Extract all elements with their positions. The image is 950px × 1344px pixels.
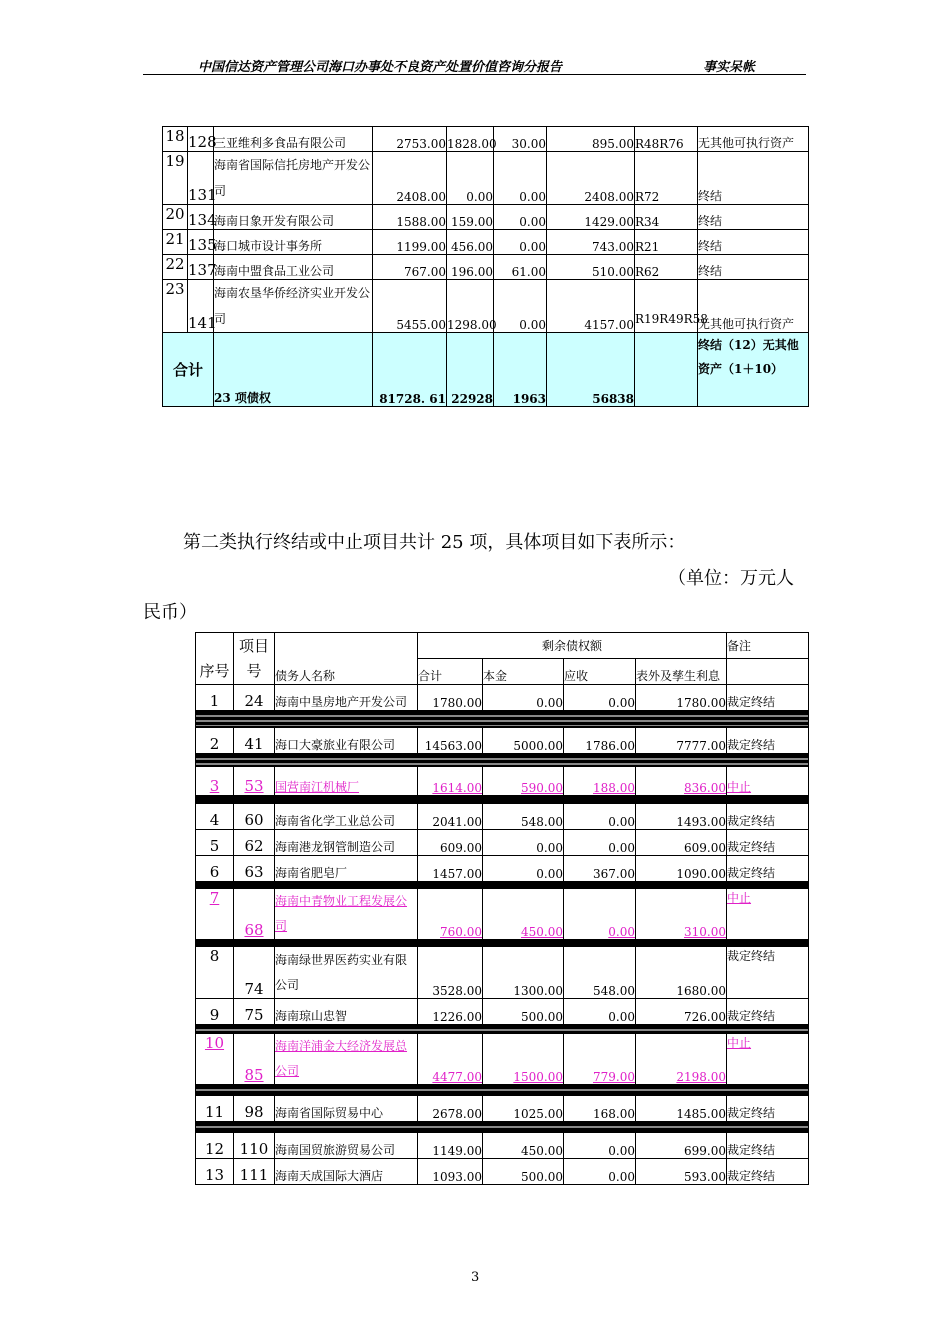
project-cell: 131 (188, 152, 214, 205)
total-reference-cell (635, 333, 698, 407)
interest-cell: 593.00 (636, 1158, 727, 1184)
principal-cell: 1025.00 (483, 1095, 564, 1122)
remark-cell: 终结 (698, 230, 809, 255)
total-cell: 5455.00 (373, 280, 447, 333)
separator-row (196, 796, 809, 803)
table-row (196, 1095, 809, 1122)
remark-cell: 裁定终结 (727, 685, 809, 712)
project-cell: 141 (188, 280, 214, 333)
header-remark-blank (727, 659, 809, 685)
table-row (163, 255, 809, 280)
total-cell: 767.00 (373, 255, 447, 280)
seq-cell: 13 (196, 1158, 234, 1184)
seq-cell: 12 (196, 1132, 234, 1159)
seq-cell: 6 (196, 856, 234, 883)
interest-cell: 699.00 (636, 1132, 727, 1159)
reference-cell: R72 (635, 152, 698, 205)
debt-table-2 (195, 632, 809, 1185)
header-interest: 表外及孳生利息 (636, 659, 727, 685)
interest-cell: 743.00 (547, 230, 635, 255)
receivable-cell: 0.00 (494, 280, 547, 333)
table-row (196, 1158, 809, 1184)
separator-row (196, 1122, 809, 1132)
seq-cell: 19 (163, 152, 188, 205)
project-cell: 24 (234, 685, 275, 712)
interest-cell: 1090.00 (636, 856, 727, 883)
header-total: 合计 (418, 659, 483, 685)
receivable-cell: 548.00 (564, 946, 636, 998)
reference-cell: R62 (635, 255, 698, 280)
remark-cell: 无其他可执行资产 (698, 280, 809, 333)
project-cell: 68 (234, 888, 275, 940)
debtor-name-cell: 海口大豪旅业有限公司 (275, 727, 418, 754)
debtor-name-cell: 海南日象开发有限公司 (214, 205, 373, 230)
seq-cell: 1 (196, 685, 234, 712)
separator-row (196, 754, 809, 766)
table-row (196, 727, 809, 754)
receivable-cell: 0.00 (564, 888, 636, 940)
table-row (163, 280, 809, 333)
separator-row (196, 1085, 809, 1095)
principal-cell: 590.00 (483, 766, 564, 796)
reference-cell: R48R76 (635, 127, 698, 152)
table-row (196, 685, 809, 712)
seq-cell: 7 (196, 888, 234, 940)
interest-cell: 1493.00 (636, 803, 727, 830)
seq-cell: 20 (163, 205, 188, 230)
debtor-name-cell: 海南中青物业工程发展公司 (275, 888, 418, 940)
interest-cell: 1680.00 (636, 946, 727, 998)
interest-cell: 1429.00 (547, 205, 635, 230)
debtor-name-cell: 海南中垦房地产开发公司 (275, 685, 418, 712)
remark-cell: 裁定终结 (727, 998, 809, 1025)
receivable-cell: 779.00 (564, 1033, 636, 1085)
header-debtor: 债务人名称 (275, 633, 418, 685)
project-cell: 53 (234, 766, 275, 796)
seq-cell: 21 (163, 230, 188, 255)
total-cell: 2678.00 (418, 1095, 483, 1122)
total-cell: 1780.00 (418, 685, 483, 712)
table-row (196, 830, 809, 856)
table-row (196, 998, 809, 1025)
interest-cell: 895.00 (547, 127, 635, 152)
seq-cell: 23 (163, 280, 188, 333)
reference-cell: R34 (635, 205, 698, 230)
interest-cell: 510.00 (547, 255, 635, 280)
project-cell: 74 (234, 946, 275, 998)
seq-cell: 10 (196, 1033, 234, 1085)
unit-note: （单位：万元人 (668, 568, 794, 589)
principal-cell: 500.00 (483, 1158, 564, 1184)
project-cell: 134 (188, 205, 214, 230)
remark-cell: 裁定终结 (727, 1095, 809, 1122)
separator-row (196, 711, 809, 727)
principal-cell: 0.00 (447, 152, 494, 205)
total-cell: 2041.00 (418, 803, 483, 830)
principal-cell: 1298.00 (447, 280, 494, 333)
header-principal: 本金 (483, 659, 564, 685)
debtor-name-cell: 海南国贸旅游贸易公司 (275, 1132, 418, 1159)
project-cell: 75 (234, 998, 275, 1025)
remark-cell: 终结 (698, 255, 809, 280)
principal-cell: 548.00 (483, 803, 564, 830)
receivable-cell: 0.00 (564, 830, 636, 856)
total-cell: 1588.00 (373, 205, 447, 230)
project-cell: 98 (234, 1095, 275, 1122)
total-cell: 2408.00 (373, 152, 447, 205)
header-remaining-debt: 剩余债权额 (418, 633, 727, 659)
debtor-name-cell: 海南港龙钢管制造公司 (275, 830, 418, 856)
seq-cell: 11 (196, 1095, 234, 1122)
interest-cell: 7777.00 (636, 727, 727, 754)
total-cell: 1199.00 (373, 230, 447, 255)
table-row (196, 1132, 809, 1159)
table-row (163, 230, 809, 255)
debtor-name-cell: 海口城市设计事务所 (214, 230, 373, 255)
principal-cell: 1828.00 (447, 127, 494, 152)
debtor-name-cell: 海南省化学工业总公司 (275, 803, 418, 830)
principal-cell: 5000.00 (483, 727, 564, 754)
project-cell: 110 (234, 1132, 275, 1159)
interest-cell: 1485.00 (636, 1095, 727, 1122)
total-row (163, 333, 809, 407)
principal-cell: 0.00 (483, 856, 564, 883)
interest-cell: 2198.00 (636, 1033, 727, 1085)
receivable-cell: 0.00 (564, 803, 636, 830)
total-cell: 1457.00 (418, 856, 483, 883)
page-number: 3 (471, 1270, 480, 1285)
total-cell: 4477.00 (418, 1033, 483, 1085)
principal-cell: 196.00 (447, 255, 494, 280)
principal-cell: 450.00 (483, 1132, 564, 1159)
total-label-cell: 合计 (163, 333, 214, 407)
receivable-cell: 0.00 (494, 205, 547, 230)
total-cell: 609.00 (418, 830, 483, 856)
total-cell: 14563.00 (418, 727, 483, 754)
principal-cell: 0.00 (483, 685, 564, 712)
table-row (163, 152, 809, 205)
project-cell: 60 (234, 803, 275, 830)
total-cell: 1149.00 (418, 1132, 483, 1159)
receivable-cell: 61.00 (494, 255, 547, 280)
receivable-cell: 367.00 (564, 856, 636, 883)
table-row (196, 888, 809, 940)
remark-cell: 终结 (698, 152, 809, 205)
project-cell: 41 (234, 727, 275, 754)
receivable-cell: 0.00 (564, 998, 636, 1025)
project-cell: 111 (234, 1158, 275, 1184)
separator-row (196, 1025, 809, 1033)
project-cell: 85 (234, 1033, 275, 1085)
principal-cell: 450.00 (483, 888, 564, 940)
header-remark: 备注 (727, 633, 809, 659)
debtor-name-cell: 海南农垦华侨经济实业开发公司 (214, 280, 373, 333)
receivable-cell: 0.00 (494, 152, 547, 205)
seq-cell: 2 (196, 727, 234, 754)
interest-cell: 609.00 (636, 830, 727, 856)
interest-cell: 836.00 (636, 766, 727, 796)
receivable-cell: 0.00 (564, 1132, 636, 1159)
remark-cell: 无其他可执行资产 (698, 127, 809, 152)
debtor-name-cell: 三亚维利多食品有限公司 (214, 127, 373, 152)
table-row (163, 205, 809, 230)
seq-cell: 8 (196, 946, 234, 998)
receivable-cell: 0.00 (564, 685, 636, 712)
seq-cell: 5 (196, 830, 234, 856)
reference-cell: R19R49R58 (635, 280, 698, 333)
debtor-name-cell: 海南省肥皂厂 (275, 856, 418, 883)
table-row (196, 856, 809, 883)
table-row (196, 1033, 809, 1085)
total-remark-cell: 终结（12）无其他资产（1＋10） (698, 333, 809, 407)
principal-cell: 0.00 (483, 830, 564, 856)
table-row (163, 127, 809, 152)
debtor-name-cell: 海南琼山忠智 (275, 998, 418, 1025)
total-principal-cell: 22928 (447, 333, 494, 407)
receivable-cell: 0.00 (494, 230, 547, 255)
receivable-cell: 30.00 (494, 127, 547, 152)
debt-table-1 (162, 126, 809, 407)
total-cell: 1226.00 (418, 998, 483, 1025)
remark-cell: 裁定终结 (727, 946, 809, 998)
interest-cell: 1780.00 (636, 685, 727, 712)
project-cell: 128 (188, 127, 214, 152)
header-receivable: 应收 (564, 659, 636, 685)
header-seq: 序号 (196, 633, 234, 685)
page-header (143, 54, 806, 75)
remark-cell: 裁定终结 (727, 1132, 809, 1159)
report-title: 中国信达资产管理公司海口办事处不良资产处置价值咨询分报告 (198, 60, 563, 75)
unit-note-cont: 民币） (143, 602, 197, 623)
interest-cell: 4157.00 (547, 280, 635, 333)
total-cell: 1093.00 (418, 1158, 483, 1184)
header-project: 项目号 (234, 633, 275, 685)
receivable-cell: 188.00 (564, 766, 636, 796)
remark-cell: 裁定终结 (727, 727, 809, 754)
seq-cell: 18 (163, 127, 188, 152)
interest-cell: 310.00 (636, 888, 727, 940)
principal-cell: 500.00 (483, 998, 564, 1025)
total-receivable-cell: 1963 (494, 333, 547, 407)
remark-cell: 裁定终结 (727, 803, 809, 830)
project-cell: 63 (234, 856, 275, 883)
principal-cell: 159.00 (447, 205, 494, 230)
debtor-name-cell: 海南洋浦金大经济发展总公司 (275, 1033, 418, 1085)
receivable-cell: 1786.00 (564, 727, 636, 754)
total-count-cell: 23 项债权 (214, 333, 373, 407)
total-cell: 760.00 (418, 888, 483, 940)
remark-cell: 裁定终结 (727, 830, 809, 856)
header-row (196, 633, 809, 659)
interest-cell: 2408.00 (547, 152, 635, 205)
table-row (196, 766, 809, 796)
debtor-name-cell: 海南省国际贸易中心 (275, 1095, 418, 1122)
remark-cell: 裁定终结 (727, 856, 809, 883)
table-row (196, 946, 809, 998)
total-interest-cell: 56838 (547, 333, 635, 407)
section-intro: 第二类执行终结或中止项目共计 25 项，具体项目如下表所示： (183, 532, 686, 553)
remark-cell: 裁定终结 (727, 1158, 809, 1184)
project-cell: 135 (188, 230, 214, 255)
debtor-name-cell: 海南绿世界医药实业有限公司 (275, 946, 418, 998)
remark-cell: 终结 (698, 205, 809, 230)
debtor-name-cell: 国营南江机械厂 (275, 766, 418, 796)
remark-cell: 中止 (727, 766, 809, 796)
table-row (196, 803, 809, 830)
principal-cell: 456.00 (447, 230, 494, 255)
project-cell: 137 (188, 255, 214, 280)
seq-cell: 3 (196, 766, 234, 796)
seq-cell: 22 (163, 255, 188, 280)
header-category: 事实呆帐 (703, 60, 756, 75)
remark-cell: 中止 (727, 888, 809, 940)
remark-cell: 中止 (727, 1033, 809, 1085)
total-cell: 2753.00 (373, 127, 447, 152)
total-sum-cell: 81728. 61 (373, 333, 447, 407)
receivable-cell: 168.00 (564, 1095, 636, 1122)
principal-cell: 1500.00 (483, 1033, 564, 1085)
total-cell: 3528.00 (418, 946, 483, 998)
debtor-name-cell: 海南天成国际大酒店 (275, 1158, 418, 1184)
principal-cell: 1300.00 (483, 946, 564, 998)
total-cell: 1614.00 (418, 766, 483, 796)
reference-cell: R21 (635, 230, 698, 255)
seq-cell: 9 (196, 998, 234, 1025)
project-cell: 62 (234, 830, 275, 856)
interest-cell: 726.00 (636, 998, 727, 1025)
seq-cell: 4 (196, 803, 234, 830)
debtor-name-cell: 海南中盟食品工业公司 (214, 255, 373, 280)
debtor-name-cell: 海南省国际信托房地产开发公司 (214, 152, 373, 205)
receivable-cell: 0.00 (564, 1158, 636, 1184)
